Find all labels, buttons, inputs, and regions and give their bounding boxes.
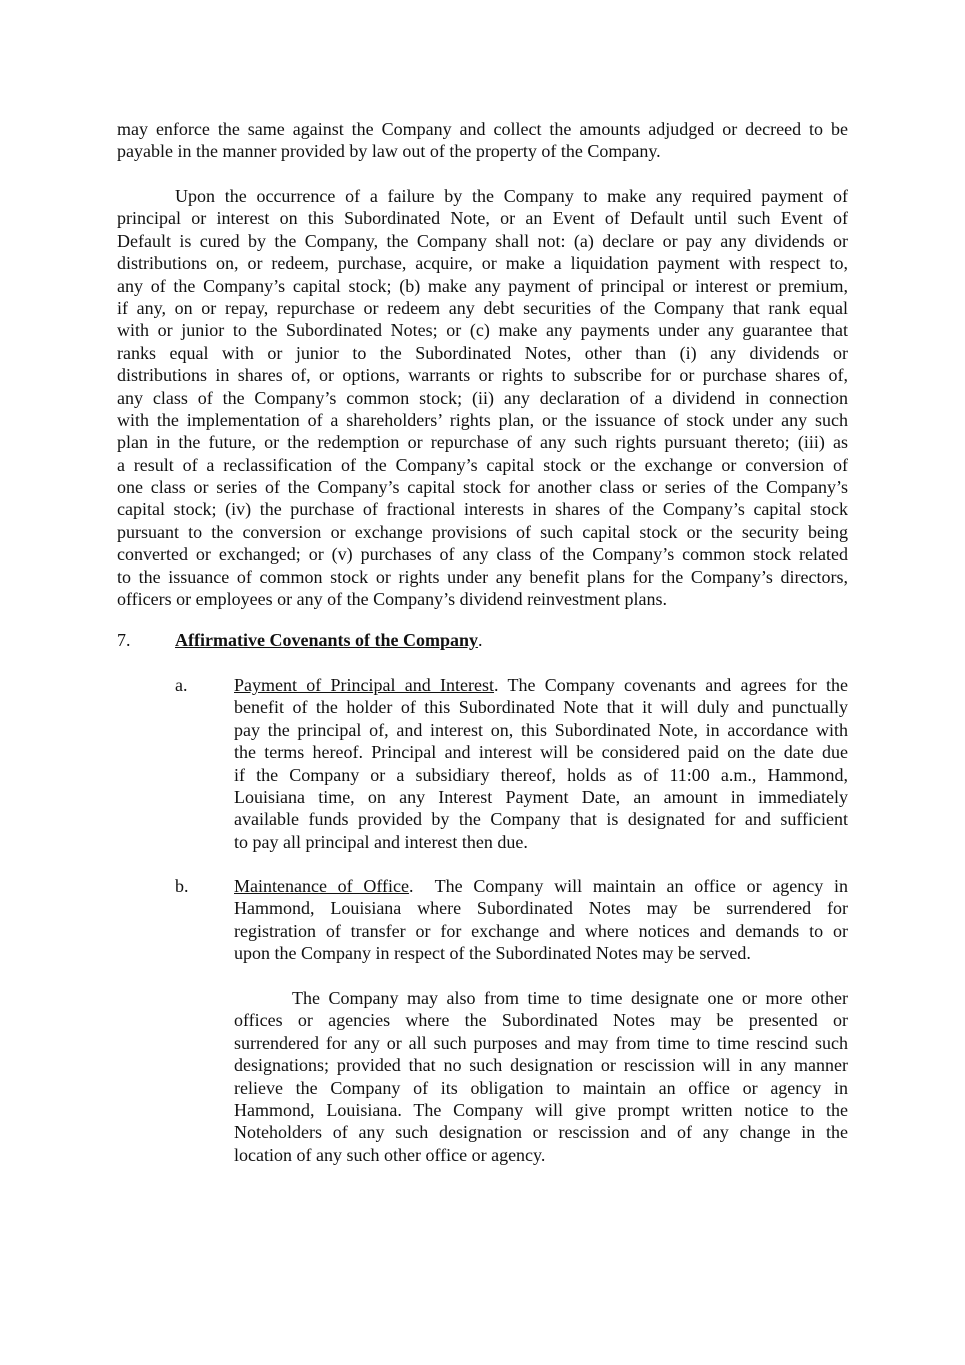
section-heading: [175, 629, 482, 651]
text-line: The Company may also from time to time designate one or more other: [292, 988, 848, 1008]
text-line: pay the principal of, and interest on, this Subordinated Note, in accordance with: [234, 719, 848, 740]
text-line: any of the Company’s capital stock; (b) make any payment of principal or interest or premium,: [117, 275, 848, 296]
text-line: the terms hereof. Principal and interest will be considered paid on the date due: [234, 742, 848, 763]
text-line: designations; provided that no such designation or rescission will in any manner: [234, 1055, 848, 1076]
item-a-body: [234, 696, 848, 853]
text-line: if any, on or repay, repurchase or redeem any debt securities of the Company that rank equal: [117, 297, 848, 318]
text-line: Hammond, Louisiana where Subordinated Notes may be surrendered for: [234, 898, 848, 919]
text-line: Default is cured by the Company, the Company shall not: (a) declare or pay any dividends or: [117, 230, 848, 251]
item-b-label: b.: [175, 876, 189, 896]
text-line: plan in the future, or the redemption or repurchase of any such rights pursuant thereto; (iii) as: [117, 432, 848, 453]
item-b-paragraph-2: [234, 987, 848, 1166]
text-line: capital stock; (iv) the purchase of fractional interests in shares of the Company’s capital stock: [117, 499, 848, 520]
text-line: ranks equal with or junior to the Subordinated Notes, other than (i) any dividends or: [117, 342, 848, 363]
text-line: a result of a reclassification of the Company’s capital stock or the exchange or conversion of: [117, 454, 848, 475]
section-title: Affirmative Covenants of the Company: [175, 630, 478, 650]
text-line: Louisiana time, on any Interest Payment Date, an amount in immediately: [234, 786, 848, 807]
item-a-payment-of-principal: [234, 674, 848, 853]
text-line: registration of transfer or for exchange and where notices and demands to or: [234, 920, 848, 941]
text-line: distributions in shares of, or options, warrants or rights to subscribe for or purchase shares of,: [117, 365, 848, 386]
text-line: Hammond, Louisiana. The Company will give prompt written notice to the: [234, 1099, 848, 1120]
text-line: converted or exchanged; or (v) purchases of any class of the Company’s common stock related: [117, 544, 848, 565]
section-title-punct: .: [477, 630, 483, 650]
item-a-label: a.: [175, 675, 188, 695]
item-b-maintenance-of-office: [234, 875, 848, 965]
text-line: benefit of the holder of this Subordinated Note that it will duly and punctually: [234, 697, 848, 718]
text-line: location of any such other office or agency.: [234, 1144, 546, 1165]
text-line: to pay all principal and interest then due.: [234, 831, 528, 852]
item-b-body: [234, 897, 848, 964]
text-line: to the issuance of common stock or rights under any benefit plans for the Company’s directors,: [117, 566, 848, 587]
text-line: if the Company or a subsidiary thereof, holds as of 11:00 a.m., Hammond,: [234, 764, 848, 785]
paragraph-dividend-restrictions: [117, 185, 848, 610]
text-line: principal or interest on this Subordinated Note, or an Event of Default until such Event of: [117, 208, 848, 229]
text-line: available funds provided by the Company that is designated for and sufficient: [234, 809, 848, 830]
text-line: payable in the manner provided by law out of the property of the Company.: [117, 141, 661, 162]
section-number: 7.: [117, 630, 131, 650]
item-b-first-rest: . The Company will maintain an office or agency in: [409, 876, 849, 896]
text-line: pursuant to the conversion or exchange provisions of such capital stock or the security being: [117, 521, 848, 542]
text-line: upon the Company in respect of the Subordinated Notes may be served.: [234, 943, 751, 964]
paragraph-enforcement: [117, 118, 848, 163]
text-line: may enforce the same against the Company and collect the amounts adjudged or decreed to be: [117, 119, 848, 139]
text-line: with the implementation of a shareholders’ rights plan, or the issuance of stock under any such: [117, 409, 848, 430]
text-line: distributions on, or redeem, purchase, acquire, or make a liquidation payment with respect to,: [117, 253, 848, 274]
item-a-first-line: [234, 674, 848, 696]
item-a-title: Payment of Principal and Interest: [234, 675, 495, 695]
text-line: officers or employees or any of the Company’s dividend reinvestment plans.: [117, 589, 668, 610]
text-line: Noteholders of any such designation or rescission and of any change in the: [234, 1122, 848, 1143]
text-line: surrendered for any or all such purposes and may from time to time rescind such: [234, 1032, 848, 1053]
text-line: any class of the Company’s common stock; (ii) any declaration of a dividend in connection: [117, 387, 848, 408]
text-line: relieve the Company of its obligation to maintain an office or agency in: [234, 1077, 848, 1098]
item-b-title: Maintenance of Office: [234, 876, 410, 896]
item-b-first-line: [234, 875, 848, 897]
text-line: one class or series of the Company’s capital stock for another class or series of the Company’s: [117, 477, 848, 498]
text-line: with or junior to the Subordinated Notes; or (c) make any payments under any guarantee that: [117, 320, 848, 341]
item-a-first-rest: . The Company covenants and agrees for the: [494, 675, 848, 695]
text-line: offices or agencies where the Subordinated Notes may be presented or: [234, 1010, 848, 1031]
text-line: Upon the occurrence of a failure by the Company to make any required payment of: [175, 186, 848, 206]
